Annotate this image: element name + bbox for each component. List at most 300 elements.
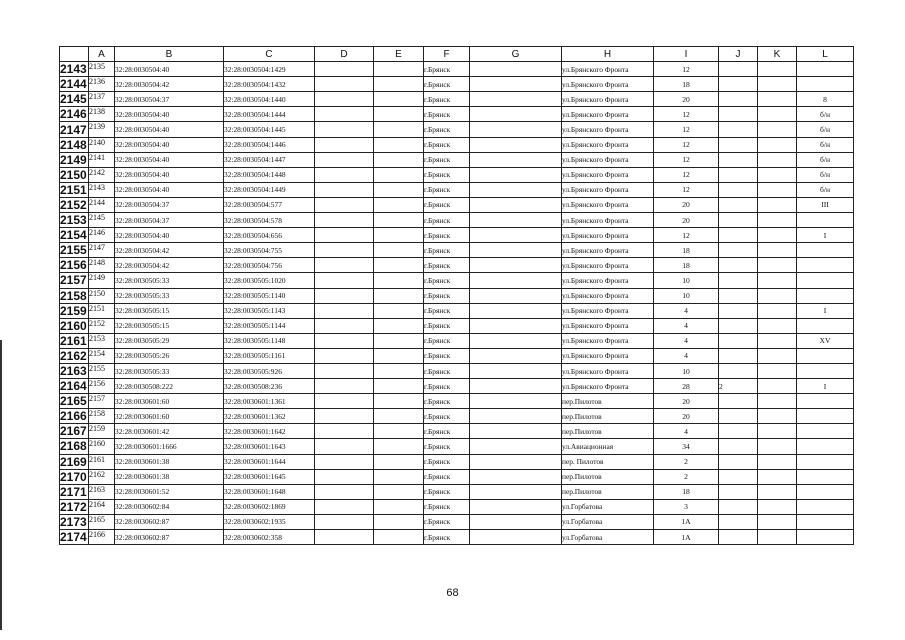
cell-e[interactable] bbox=[374, 228, 424, 243]
cell-c[interactable]: 32:28:0030505:1143 bbox=[224, 303, 315, 318]
cell-a[interactable]: 2150 bbox=[89, 288, 115, 303]
cell-j[interactable] bbox=[719, 92, 758, 107]
cell-l[interactable] bbox=[797, 484, 854, 499]
cell-e[interactable] bbox=[374, 182, 424, 197]
cell-c[interactable]: 32:28:0030504:1449 bbox=[224, 182, 315, 197]
cell-l[interactable] bbox=[797, 469, 854, 484]
cell-l[interactable]: I bbox=[797, 379, 854, 394]
cell-i[interactable]: 1А bbox=[654, 530, 719, 545]
cell-d[interactable] bbox=[315, 167, 374, 182]
cell-i[interactable]: 20 bbox=[654, 213, 719, 228]
cell-a[interactable]: 2147 bbox=[89, 243, 115, 258]
cell-a[interactable]: 2166 bbox=[89, 530, 115, 545]
cell-a[interactable]: 2164 bbox=[89, 499, 115, 514]
cell-l[interactable]: б/н bbox=[797, 167, 854, 182]
row-header[interactable]: 2157 bbox=[60, 273, 87, 288]
cell-d[interactable] bbox=[315, 62, 374, 77]
cell-c[interactable]: 32:28:0030504:1445 bbox=[224, 122, 315, 137]
cell-j[interactable] bbox=[719, 243, 758, 258]
cell-g[interactable] bbox=[470, 273, 562, 288]
cell-a[interactable]: 2146 bbox=[89, 228, 115, 243]
cell-e[interactable] bbox=[374, 243, 424, 258]
cell-c[interactable]: 32:28:0030601:1643 bbox=[224, 439, 315, 454]
cell-b[interactable]: 32:28:0030504:42 bbox=[115, 258, 224, 273]
cell-l[interactable] bbox=[797, 363, 854, 378]
cell-d[interactable] bbox=[315, 379, 374, 394]
column-header-g[interactable]: G bbox=[470, 47, 562, 62]
cell-j[interactable] bbox=[719, 514, 758, 529]
cell-a[interactable]: 2160 bbox=[89, 439, 115, 454]
cell-e[interactable] bbox=[374, 348, 424, 363]
cell-j[interactable] bbox=[719, 484, 758, 499]
cell-k[interactable] bbox=[758, 409, 797, 424]
cell-d[interactable] bbox=[315, 363, 374, 378]
cell-i[interactable]: 3 bbox=[654, 499, 719, 514]
cell-g[interactable] bbox=[470, 424, 562, 439]
cell-k[interactable] bbox=[758, 454, 797, 469]
cell-b[interactable]: 32:28:0030601:1666 bbox=[115, 439, 224, 454]
cell-b[interactable]: 32:28:0030505:33 bbox=[115, 363, 224, 378]
cell-c[interactable]: 32:28:0030505:1020 bbox=[224, 273, 315, 288]
cell-g[interactable] bbox=[470, 499, 562, 514]
cell-a[interactable]: 2140 bbox=[89, 137, 115, 152]
cell-a[interactable]: 2152 bbox=[89, 318, 115, 333]
cell-k[interactable] bbox=[758, 137, 797, 152]
cell-k[interactable] bbox=[758, 243, 797, 258]
cell-h[interactable]: ул.Брянского Фронта bbox=[562, 258, 654, 273]
cell-g[interactable] bbox=[470, 409, 562, 424]
cell-d[interactable] bbox=[315, 288, 374, 303]
cell-g[interactable] bbox=[470, 62, 562, 77]
cell-c[interactable]: 32:28:0030504:578 bbox=[224, 213, 315, 228]
cell-h[interactable]: пер.Пилотов bbox=[562, 394, 654, 409]
cell-e[interactable] bbox=[374, 333, 424, 348]
cell-g[interactable] bbox=[470, 243, 562, 258]
row-header[interactable]: 2170 bbox=[60, 469, 87, 484]
cell-f[interactable]: г.Брянск bbox=[424, 288, 470, 303]
cell-a[interactable]: 2162 bbox=[89, 469, 115, 484]
cell-e[interactable] bbox=[374, 122, 424, 137]
cell-d[interactable] bbox=[315, 454, 374, 469]
row-header[interactable]: 2156 bbox=[60, 258, 87, 273]
cell-c[interactable]: 32:28:0030601:1642 bbox=[224, 424, 315, 439]
cell-h[interactable]: ул.Брянского Фронта bbox=[562, 363, 654, 378]
cell-l[interactable] bbox=[797, 499, 854, 514]
cell-k[interactable] bbox=[758, 333, 797, 348]
cell-l[interactable]: б/н bbox=[797, 152, 854, 167]
cell-e[interactable] bbox=[374, 303, 424, 318]
cell-i[interactable]: 28 bbox=[654, 379, 719, 394]
cell-a[interactable]: 2138 bbox=[89, 107, 115, 122]
row-header[interactable]: 2153 bbox=[60, 213, 87, 228]
cell-h[interactable]: пер.Пилотов bbox=[562, 424, 654, 439]
cell-j[interactable] bbox=[719, 469, 758, 484]
cell-b[interactable]: 32:28:0030601:38 bbox=[115, 454, 224, 469]
cell-e[interactable] bbox=[374, 62, 424, 77]
cell-b[interactable]: 32:28:0030504:40 bbox=[115, 137, 224, 152]
cell-j[interactable] bbox=[719, 137, 758, 152]
cell-e[interactable] bbox=[374, 107, 424, 122]
cell-g[interactable] bbox=[470, 469, 562, 484]
cell-i[interactable]: 18 bbox=[654, 484, 719, 499]
cell-i[interactable]: 12 bbox=[654, 152, 719, 167]
cell-c[interactable]: 32:28:0030505:1140 bbox=[224, 288, 315, 303]
cell-k[interactable] bbox=[758, 197, 797, 212]
cell-j[interactable] bbox=[719, 122, 758, 137]
cell-a[interactable]: 2144 bbox=[89, 197, 115, 212]
cell-d[interactable] bbox=[315, 243, 374, 258]
cell-i[interactable]: 18 bbox=[654, 77, 719, 92]
cell-f[interactable]: г.Брянск bbox=[424, 499, 470, 514]
cell-h[interactable]: ул.Брянского Фронта bbox=[562, 107, 654, 122]
column-header-d[interactable]: D bbox=[315, 47, 374, 62]
cell-g[interactable] bbox=[470, 394, 562, 409]
cell-b[interactable]: 32:28:0030602:84 bbox=[115, 499, 224, 514]
row-header[interactable]: 2149 bbox=[60, 152, 87, 167]
cell-f[interactable]: г.Брянск bbox=[424, 484, 470, 499]
cell-h[interactable]: ул.Брянского Фронта bbox=[562, 122, 654, 137]
cell-a[interactable]: 2159 bbox=[89, 424, 115, 439]
cell-i[interactable]: 12 bbox=[654, 167, 719, 182]
cell-j[interactable] bbox=[719, 288, 758, 303]
row-header[interactable]: 2173 bbox=[60, 514, 87, 529]
cell-j[interactable] bbox=[719, 152, 758, 167]
cell-h[interactable]: ул.Горбатова bbox=[562, 499, 654, 514]
cell-a[interactable]: 2149 bbox=[89, 273, 115, 288]
cell-l[interactable] bbox=[797, 258, 854, 273]
cell-e[interactable] bbox=[374, 152, 424, 167]
cell-e[interactable] bbox=[374, 394, 424, 409]
row-header[interactable]: 2147 bbox=[60, 122, 87, 137]
cell-a[interactable]: 2136 bbox=[89, 77, 115, 92]
row-header[interactable]: 2154 bbox=[60, 228, 87, 243]
cell-i[interactable]: 4 bbox=[654, 424, 719, 439]
cell-j[interactable] bbox=[719, 258, 758, 273]
cell-g[interactable] bbox=[470, 363, 562, 378]
cell-h[interactable]: ул.Брянского Фронта bbox=[562, 288, 654, 303]
cell-g[interactable] bbox=[470, 228, 562, 243]
cell-f[interactable]: г.Брянск bbox=[424, 197, 470, 212]
cell-k[interactable] bbox=[758, 439, 797, 454]
cell-f[interactable]: г.Брянск bbox=[424, 469, 470, 484]
cell-d[interactable] bbox=[315, 439, 374, 454]
cell-b[interactable]: 32:28:0030508:222 bbox=[115, 379, 224, 394]
cell-g[interactable] bbox=[470, 182, 562, 197]
cell-e[interactable] bbox=[374, 439, 424, 454]
cell-l[interactable]: б/н bbox=[797, 182, 854, 197]
cell-g[interactable] bbox=[470, 122, 562, 137]
row-header[interactable]: 2158 bbox=[60, 288, 87, 303]
cell-c[interactable]: 32:28:0030504:1444 bbox=[224, 107, 315, 122]
cell-b[interactable]: 32:28:0030504:40 bbox=[115, 167, 224, 182]
cell-h[interactable]: ул.Брянского Фронта bbox=[562, 348, 654, 363]
row-header[interactable]: 2150 bbox=[60, 167, 87, 182]
cell-h[interactable]: ул.Брянского Фронта bbox=[562, 62, 654, 77]
cell-c[interactable]: 32:28:0030504:755 bbox=[224, 243, 315, 258]
corner-cell[interactable] bbox=[60, 47, 89, 62]
row-header[interactable]: 2161 bbox=[60, 333, 87, 348]
cell-k[interactable] bbox=[758, 469, 797, 484]
row-header[interactable]: 2166 bbox=[60, 409, 87, 424]
cell-k[interactable] bbox=[758, 303, 797, 318]
cell-f[interactable]: г.Брянск bbox=[424, 107, 470, 122]
cell-h[interactable]: ул.Брянского Фронта bbox=[562, 197, 654, 212]
cell-g[interactable] bbox=[470, 530, 562, 545]
cell-g[interactable] bbox=[470, 92, 562, 107]
cell-a[interactable]: 2145 bbox=[89, 213, 115, 228]
cell-e[interactable] bbox=[374, 77, 424, 92]
cell-c[interactable]: 32:28:0030504:1440 bbox=[224, 92, 315, 107]
cell-l[interactable] bbox=[797, 243, 854, 258]
column-header-f[interactable]: F bbox=[424, 47, 470, 62]
cell-l[interactable]: б/н bbox=[797, 137, 854, 152]
column-header-e[interactable]: E bbox=[374, 47, 424, 62]
cell-a[interactable]: 2139 bbox=[89, 122, 115, 137]
cell-b[interactable]: 32:28:0030601:52 bbox=[115, 484, 224, 499]
column-header-b[interactable]: B bbox=[115, 47, 224, 62]
cell-e[interactable] bbox=[374, 92, 424, 107]
cell-c[interactable]: 32:28:0030602:1869 bbox=[224, 499, 315, 514]
cell-b[interactable]: 32:28:0030505:15 bbox=[115, 318, 224, 333]
cell-d[interactable] bbox=[315, 77, 374, 92]
cell-c[interactable]: 32:28:0030601:1362 bbox=[224, 409, 315, 424]
cell-l[interactable] bbox=[797, 409, 854, 424]
cell-c[interactable]: 32:28:0030602:1935 bbox=[224, 514, 315, 529]
cell-g[interactable] bbox=[470, 77, 562, 92]
cell-c[interactable]: 32:28:0030504:1429 bbox=[224, 62, 315, 77]
cell-l[interactable] bbox=[797, 62, 854, 77]
cell-j[interactable]: 2 bbox=[719, 379, 758, 394]
column-header-a[interactable]: A bbox=[89, 47, 115, 62]
cell-c[interactable]: 32:28:0030601:1361 bbox=[224, 394, 315, 409]
cell-i[interactable]: 12 bbox=[654, 122, 719, 137]
column-header-i[interactable]: I bbox=[654, 47, 719, 62]
cell-d[interactable] bbox=[315, 152, 374, 167]
cell-d[interactable] bbox=[315, 424, 374, 439]
cell-h[interactable]: ул.Брянского Фронта bbox=[562, 318, 654, 333]
cell-b[interactable]: 32:28:0030504:42 bbox=[115, 77, 224, 92]
cell-c[interactable]: 32:28:0030504:756 bbox=[224, 258, 315, 273]
cell-i[interactable]: 2 bbox=[654, 469, 719, 484]
cell-d[interactable] bbox=[315, 514, 374, 529]
cell-f[interactable]: г.Брянск bbox=[424, 62, 470, 77]
cell-e[interactable] bbox=[374, 288, 424, 303]
cell-c[interactable]: 32:28:0030504:577 bbox=[224, 197, 315, 212]
cell-d[interactable] bbox=[315, 122, 374, 137]
cell-b[interactable]: 32:28:0030504:40 bbox=[115, 152, 224, 167]
row-header[interactable]: 2143 bbox=[60, 62, 87, 77]
cell-h[interactable]: ул.Брянского Фронта bbox=[562, 92, 654, 107]
cell-j[interactable] bbox=[719, 318, 758, 333]
cell-c[interactable]: 32:28:0030504:1447 bbox=[224, 152, 315, 167]
cell-l[interactable]: XV bbox=[797, 333, 854, 348]
cell-j[interactable] bbox=[719, 213, 758, 228]
cell-b[interactable]: 32:28:0030601:38 bbox=[115, 469, 224, 484]
cell-e[interactable] bbox=[374, 484, 424, 499]
cell-h[interactable]: ул.Брянского Фронта bbox=[562, 182, 654, 197]
cell-h[interactable]: ул.Горбатова bbox=[562, 530, 654, 545]
cell-e[interactable] bbox=[374, 273, 424, 288]
cell-e[interactable] bbox=[374, 258, 424, 273]
cell-g[interactable] bbox=[470, 439, 562, 454]
cell-j[interactable] bbox=[719, 499, 758, 514]
column-header-j[interactable]: J bbox=[719, 47, 758, 62]
cell-l[interactable]: I bbox=[797, 303, 854, 318]
cell-f[interactable]: г.Брянск bbox=[424, 213, 470, 228]
cell-j[interactable] bbox=[719, 363, 758, 378]
row-header[interactable]: 2148 bbox=[60, 137, 87, 152]
cell-b[interactable]: 32:28:0030601:60 bbox=[115, 394, 224, 409]
row-header[interactable]: 2167 bbox=[60, 424, 87, 439]
cell-g[interactable] bbox=[470, 288, 562, 303]
cell-d[interactable] bbox=[315, 228, 374, 243]
cell-b[interactable]: 32:28:0030505:26 bbox=[115, 348, 224, 363]
cell-h[interactable]: ул.Брянского Фронта bbox=[562, 333, 654, 348]
row-header[interactable]: 2155 bbox=[60, 243, 87, 258]
cell-f[interactable]: г.Брянск bbox=[424, 348, 470, 363]
cell-h[interactable]: ул.Брянского Фронта bbox=[562, 379, 654, 394]
cell-e[interactable] bbox=[374, 213, 424, 228]
cell-g[interactable] bbox=[470, 152, 562, 167]
cell-k[interactable] bbox=[758, 499, 797, 514]
cell-c[interactable]: 32:28:0030504:656 bbox=[224, 228, 315, 243]
row-header[interactable]: 2152 bbox=[60, 197, 87, 212]
cell-b[interactable]: 32:28:0030602:87 bbox=[115, 530, 224, 545]
cell-l[interactable]: III bbox=[797, 197, 854, 212]
cell-l[interactable] bbox=[797, 213, 854, 228]
cell-a[interactable]: 2148 bbox=[89, 258, 115, 273]
row-header[interactable]: 2174 bbox=[60, 530, 87, 545]
cell-g[interactable] bbox=[470, 514, 562, 529]
cell-l[interactable]: б/н bbox=[797, 107, 854, 122]
cell-f[interactable]: г.Брянск bbox=[424, 530, 470, 545]
cell-h[interactable]: ул.Брянского Фронта bbox=[562, 137, 654, 152]
column-header-k[interactable]: K bbox=[758, 47, 797, 62]
cell-f[interactable]: г.Брянск bbox=[424, 409, 470, 424]
cell-b[interactable]: 32:28:0030504:40 bbox=[115, 107, 224, 122]
cell-f[interactable]: г.Брянск bbox=[424, 92, 470, 107]
cell-l[interactable] bbox=[797, 288, 854, 303]
cell-b[interactable]: 32:28:0030504:37 bbox=[115, 213, 224, 228]
cell-l[interactable] bbox=[797, 514, 854, 529]
cell-c[interactable]: 32:28:0030504:1446 bbox=[224, 137, 315, 152]
cell-h[interactable]: ул.Брянского Фронта bbox=[562, 167, 654, 182]
cell-g[interactable] bbox=[470, 348, 562, 363]
cell-i[interactable]: 4 bbox=[654, 348, 719, 363]
cell-k[interactable] bbox=[758, 167, 797, 182]
cell-f[interactable]: г.Брянск bbox=[424, 228, 470, 243]
cell-d[interactable] bbox=[315, 530, 374, 545]
cell-d[interactable] bbox=[315, 182, 374, 197]
cell-j[interactable] bbox=[719, 62, 758, 77]
cell-e[interactable] bbox=[374, 167, 424, 182]
cell-i[interactable]: 10 bbox=[654, 363, 719, 378]
cell-e[interactable] bbox=[374, 469, 424, 484]
row-header[interactable]: 2164 bbox=[60, 379, 87, 394]
cell-k[interactable] bbox=[758, 213, 797, 228]
row-header[interactable]: 2146 bbox=[60, 107, 87, 122]
cell-i[interactable]: 34 bbox=[654, 439, 719, 454]
cell-j[interactable] bbox=[719, 530, 758, 545]
cell-g[interactable] bbox=[470, 318, 562, 333]
cell-e[interactable] bbox=[374, 197, 424, 212]
cell-j[interactable] bbox=[719, 273, 758, 288]
cell-l[interactable] bbox=[797, 530, 854, 545]
cell-a[interactable]: 2158 bbox=[89, 409, 115, 424]
cell-a[interactable]: 2161 bbox=[89, 454, 115, 469]
cell-j[interactable] bbox=[719, 107, 758, 122]
cell-a[interactable]: 2153 bbox=[89, 333, 115, 348]
cell-d[interactable] bbox=[315, 469, 374, 484]
cell-d[interactable] bbox=[315, 92, 374, 107]
cell-i[interactable]: 20 bbox=[654, 92, 719, 107]
cell-b[interactable]: 32:28:0030504:40 bbox=[115, 228, 224, 243]
cell-b[interactable]: 32:28:0030505:33 bbox=[115, 288, 224, 303]
cell-a[interactable]: 2141 bbox=[89, 152, 115, 167]
row-header[interactable]: 2160 bbox=[60, 318, 87, 333]
cell-g[interactable] bbox=[470, 167, 562, 182]
cell-j[interactable] bbox=[719, 167, 758, 182]
cell-d[interactable] bbox=[315, 499, 374, 514]
column-header-h[interactable]: H bbox=[562, 47, 654, 62]
cell-c[interactable]: 32:28:0030601:1645 bbox=[224, 469, 315, 484]
cell-i[interactable]: 4 bbox=[654, 303, 719, 318]
cell-l[interactable]: 8 bbox=[797, 92, 854, 107]
cell-i[interactable]: 10 bbox=[654, 273, 719, 288]
cell-e[interactable] bbox=[374, 137, 424, 152]
cell-k[interactable] bbox=[758, 484, 797, 499]
cell-b[interactable]: 32:28:0030504:40 bbox=[115, 182, 224, 197]
cell-d[interactable] bbox=[315, 273, 374, 288]
cell-l[interactable] bbox=[797, 348, 854, 363]
cell-e[interactable] bbox=[374, 424, 424, 439]
cell-f[interactable]: г.Брянск bbox=[424, 363, 470, 378]
cell-l[interactable]: б/н bbox=[797, 122, 854, 137]
cell-e[interactable] bbox=[374, 318, 424, 333]
cell-f[interactable]: г.Брянск bbox=[424, 454, 470, 469]
cell-e[interactable] bbox=[374, 379, 424, 394]
cell-h[interactable]: ул.Брянского Фронта bbox=[562, 273, 654, 288]
cell-h[interactable]: ул.Брянского Фронта bbox=[562, 152, 654, 167]
cell-c[interactable]: 32:28:0030508:236 bbox=[224, 379, 315, 394]
cell-e[interactable] bbox=[374, 514, 424, 529]
cell-k[interactable] bbox=[758, 394, 797, 409]
cell-j[interactable] bbox=[719, 348, 758, 363]
cell-l[interactable] bbox=[797, 454, 854, 469]
cell-a[interactable]: 2156 bbox=[89, 379, 115, 394]
cell-k[interactable] bbox=[758, 62, 797, 77]
cell-k[interactable] bbox=[758, 288, 797, 303]
cell-c[interactable]: 32:28:0030505:926 bbox=[224, 363, 315, 378]
column-header-l[interactable]: L bbox=[797, 47, 854, 62]
cell-l[interactable] bbox=[797, 439, 854, 454]
cell-j[interactable] bbox=[719, 333, 758, 348]
cell-g[interactable] bbox=[470, 454, 562, 469]
cell-k[interactable] bbox=[758, 273, 797, 288]
cell-a[interactable]: 2142 bbox=[89, 167, 115, 182]
cell-c[interactable]: 32:28:0030504:1432 bbox=[224, 77, 315, 92]
cell-k[interactable] bbox=[758, 530, 797, 545]
cell-k[interactable] bbox=[758, 318, 797, 333]
cell-i[interactable]: 12 bbox=[654, 107, 719, 122]
cell-k[interactable] bbox=[758, 152, 797, 167]
cell-j[interactable] bbox=[719, 197, 758, 212]
cell-i[interactable]: 12 bbox=[654, 228, 719, 243]
cell-k[interactable] bbox=[758, 92, 797, 107]
cell-j[interactable] bbox=[719, 77, 758, 92]
cell-i[interactable]: 20 bbox=[654, 394, 719, 409]
row-header[interactable]: 2151 bbox=[60, 182, 87, 197]
